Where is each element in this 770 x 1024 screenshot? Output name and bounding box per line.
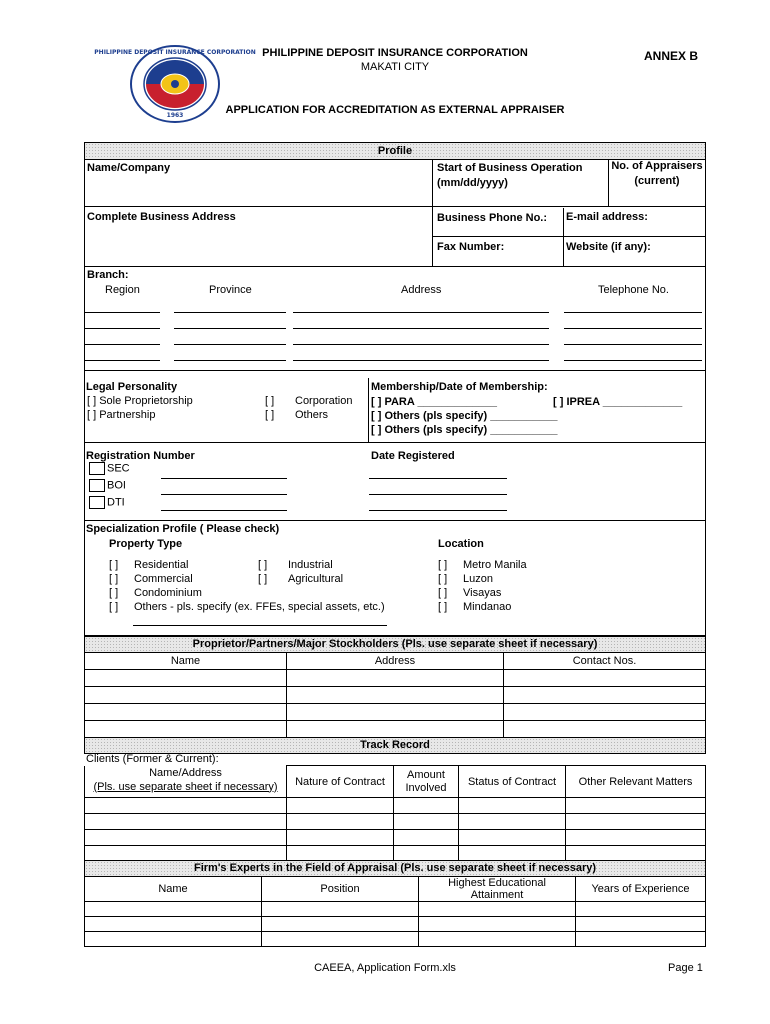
email-label: E-mail address: (566, 211, 648, 223)
metro-manila-label: Metro Manila (463, 559, 527, 571)
legal-others-label: Others (295, 409, 329, 421)
legal-corporation-label: Corporation (295, 395, 353, 407)
dti-checkbox[interactable] (89, 496, 105, 509)
experts-years-header: Years of Experience (576, 877, 706, 902)
track-other-header: Other Relevant Matters (566, 766, 706, 798)
industrial-checkbox[interactable]: [ ] (258, 559, 268, 571)
visayas-checkbox[interactable]: [ ] (438, 587, 448, 599)
metro-manila-checkbox[interactable]: [ ] (438, 559, 448, 571)
branch-telephone-label: Telephone No. (598, 284, 669, 296)
table-row (85, 687, 706, 704)
legal-others-checkbox[interactable]: [ ] (265, 409, 275, 421)
track-amount-label-1: Amount (407, 768, 445, 781)
svg-text:1963: 1963 (166, 112, 184, 119)
agricultural-label: Agricultural (288, 573, 344, 585)
experts-table (84, 876, 706, 947)
commercial-checkbox[interactable]: [ ] (109, 573, 119, 585)
clients-label: Clients (Former & Current): (86, 753, 219, 765)
table-row (85, 704, 706, 721)
table-row (85, 670, 706, 687)
boi-checkbox[interactable] (89, 479, 105, 492)
legal-partnership-option[interactable]: [ ] Partnership (87, 409, 156, 421)
org-name: PHILIPPINE DEPOSIT INSURANCE CORPORATION (262, 47, 528, 59)
svg-text:PHILIPPINE DEPOSIT INSURANCE C: PHILIPPINE DEPOSIT INSURANCE CORPORATION (94, 49, 256, 56)
track-status-header: Status of Contract (459, 766, 566, 798)
website-label: Website (if any): (566, 241, 651, 253)
track-heading: Track Record (360, 739, 430, 751)
proprietors-name-header: Name (85, 653, 287, 670)
fax-label: Fax Number: (437, 241, 505, 253)
reg-sec-option[interactable] (89, 462, 130, 475)
proprietors-header-bar (84, 636, 706, 653)
track-record-table (84, 765, 706, 862)
membership-iprea-option[interactable]: [ ] IPREA _____________ (553, 396, 683, 408)
profile-heading: Profile (377, 145, 413, 157)
branch-label: Branch: (87, 269, 129, 281)
condominium-label: Condominium (134, 587, 202, 599)
residential-checkbox[interactable]: [ ] (109, 559, 119, 571)
profile-header-bar (84, 142, 706, 160)
experts-header-bar (84, 860, 706, 877)
track-amount-label-2: Involved (405, 781, 447, 794)
experts-heading: Firm's Experts in the Field of Appraisal (Pls. use separate sheet if necessary) (193, 862, 597, 874)
branch-address-label: Address (401, 284, 442, 296)
table-row (85, 721, 706, 738)
luzon-checkbox[interactable]: [ ] (438, 573, 448, 585)
num-appraisers-current: (current) (634, 175, 680, 187)
branch-box (84, 266, 706, 371)
reg-boi-option[interactable] (89, 479, 126, 492)
table-row (85, 932, 706, 947)
branch-province-label: Province (209, 284, 252, 296)
property-type-label: Property Type (109, 538, 183, 550)
reg-dti-option[interactable] (89, 496, 125, 509)
others-property-label: Others - pls. specify (ex. FFEs, special assets, etc.) (134, 601, 385, 613)
form-title: APPLICATION FOR ACCREDITATION AS EXTERNAL APPRAISER (225, 104, 565, 116)
date-registered-label: Date Registered (371, 450, 455, 462)
track-separate-note: (Pls. use separate sheet if necessary) (93, 780, 278, 793)
proprietors-table (84, 652, 706, 738)
agricultural-checkbox[interactable]: [ ] (258, 573, 268, 585)
residential-label: Residential (134, 559, 189, 571)
condominium-checkbox[interactable]: [ ] (109, 587, 119, 599)
experts-position-header: Position (262, 877, 419, 902)
experts-education-header: Highest Educational Attainment (419, 877, 576, 902)
visayas-label: Visayas (463, 587, 502, 599)
num-appraisers-label: No. of Appraisers (611, 160, 703, 172)
membership-others-option-1[interactable]: [ ] Others (pls specify) ___________ (371, 410, 558, 422)
footer-page-number: Page 1 (668, 962, 703, 974)
table-row (85, 830, 706, 846)
track-header-bar (84, 737, 706, 754)
table-row (85, 917, 706, 932)
table-row (85, 798, 706, 814)
start-business-format: (mm/dd/yyyy) (437, 177, 508, 189)
location-label: Location (438, 538, 484, 550)
track-amount-header (394, 766, 459, 798)
annex-label: ANNEX B (644, 49, 699, 63)
track-nature-header: Nature of Contract (287, 766, 394, 798)
membership-heading: Membership/Date of Membership: (371, 381, 548, 393)
industrial-label: Industrial (288, 559, 333, 571)
name-company-label: Name/Company (87, 162, 171, 174)
legal-heading: Legal Personality (86, 381, 178, 393)
org-city: MAKATI CITY (360, 61, 430, 73)
experts-name-header: Name (85, 877, 262, 902)
mindanao-label: Mindanao (463, 601, 512, 613)
branch-region-label: Region (105, 284, 140, 296)
legal-corporation-checkbox[interactable]: [ ] (265, 395, 275, 407)
business-phone-label: Business Phone No.: (437, 212, 548, 224)
specialization-heading: Specialization Profile ( Please check) (86, 523, 280, 535)
commercial-label: Commercial (134, 573, 193, 585)
table-row (85, 814, 706, 830)
start-business-label: Start of Business Operation (437, 162, 583, 174)
track-name-address-label: Name/Address (149, 766, 222, 779)
sec-checkbox[interactable] (89, 462, 105, 475)
table-row (85, 902, 706, 917)
others-property-checkbox[interactable]: [ ] (109, 601, 119, 613)
mindanao-checkbox[interactable]: [ ] (438, 601, 448, 613)
proprietors-address-header: Address (287, 653, 504, 670)
track-name-header (85, 766, 287, 798)
reg-sec-label: SEC (107, 462, 130, 475)
proprietors-contact-header: Contact Nos. (504, 653, 706, 670)
reg-dti-label: DTI (107, 496, 125, 509)
registration-heading: Registration Number (86, 450, 195, 462)
reg-boi-label: BOI (107, 479, 126, 492)
membership-para-option[interactable]: [ ] PARA _____________ (371, 396, 497, 408)
footer-filename: CAEEA, Application Form.xls (314, 962, 456, 974)
legal-sole-option[interactable]: [ ] Sole Proprietorship (87, 395, 193, 407)
business-address-label: Complete Business Address (87, 211, 236, 223)
luzon-label: Luzon (463, 573, 493, 585)
membership-others-option-2[interactable]: [ ] Others (pls specify) ___________ (371, 424, 558, 436)
proprietors-heading: Proprietor/Partners/Major Stockholders (Pls. use separate sheet if necessary) (192, 638, 598, 650)
